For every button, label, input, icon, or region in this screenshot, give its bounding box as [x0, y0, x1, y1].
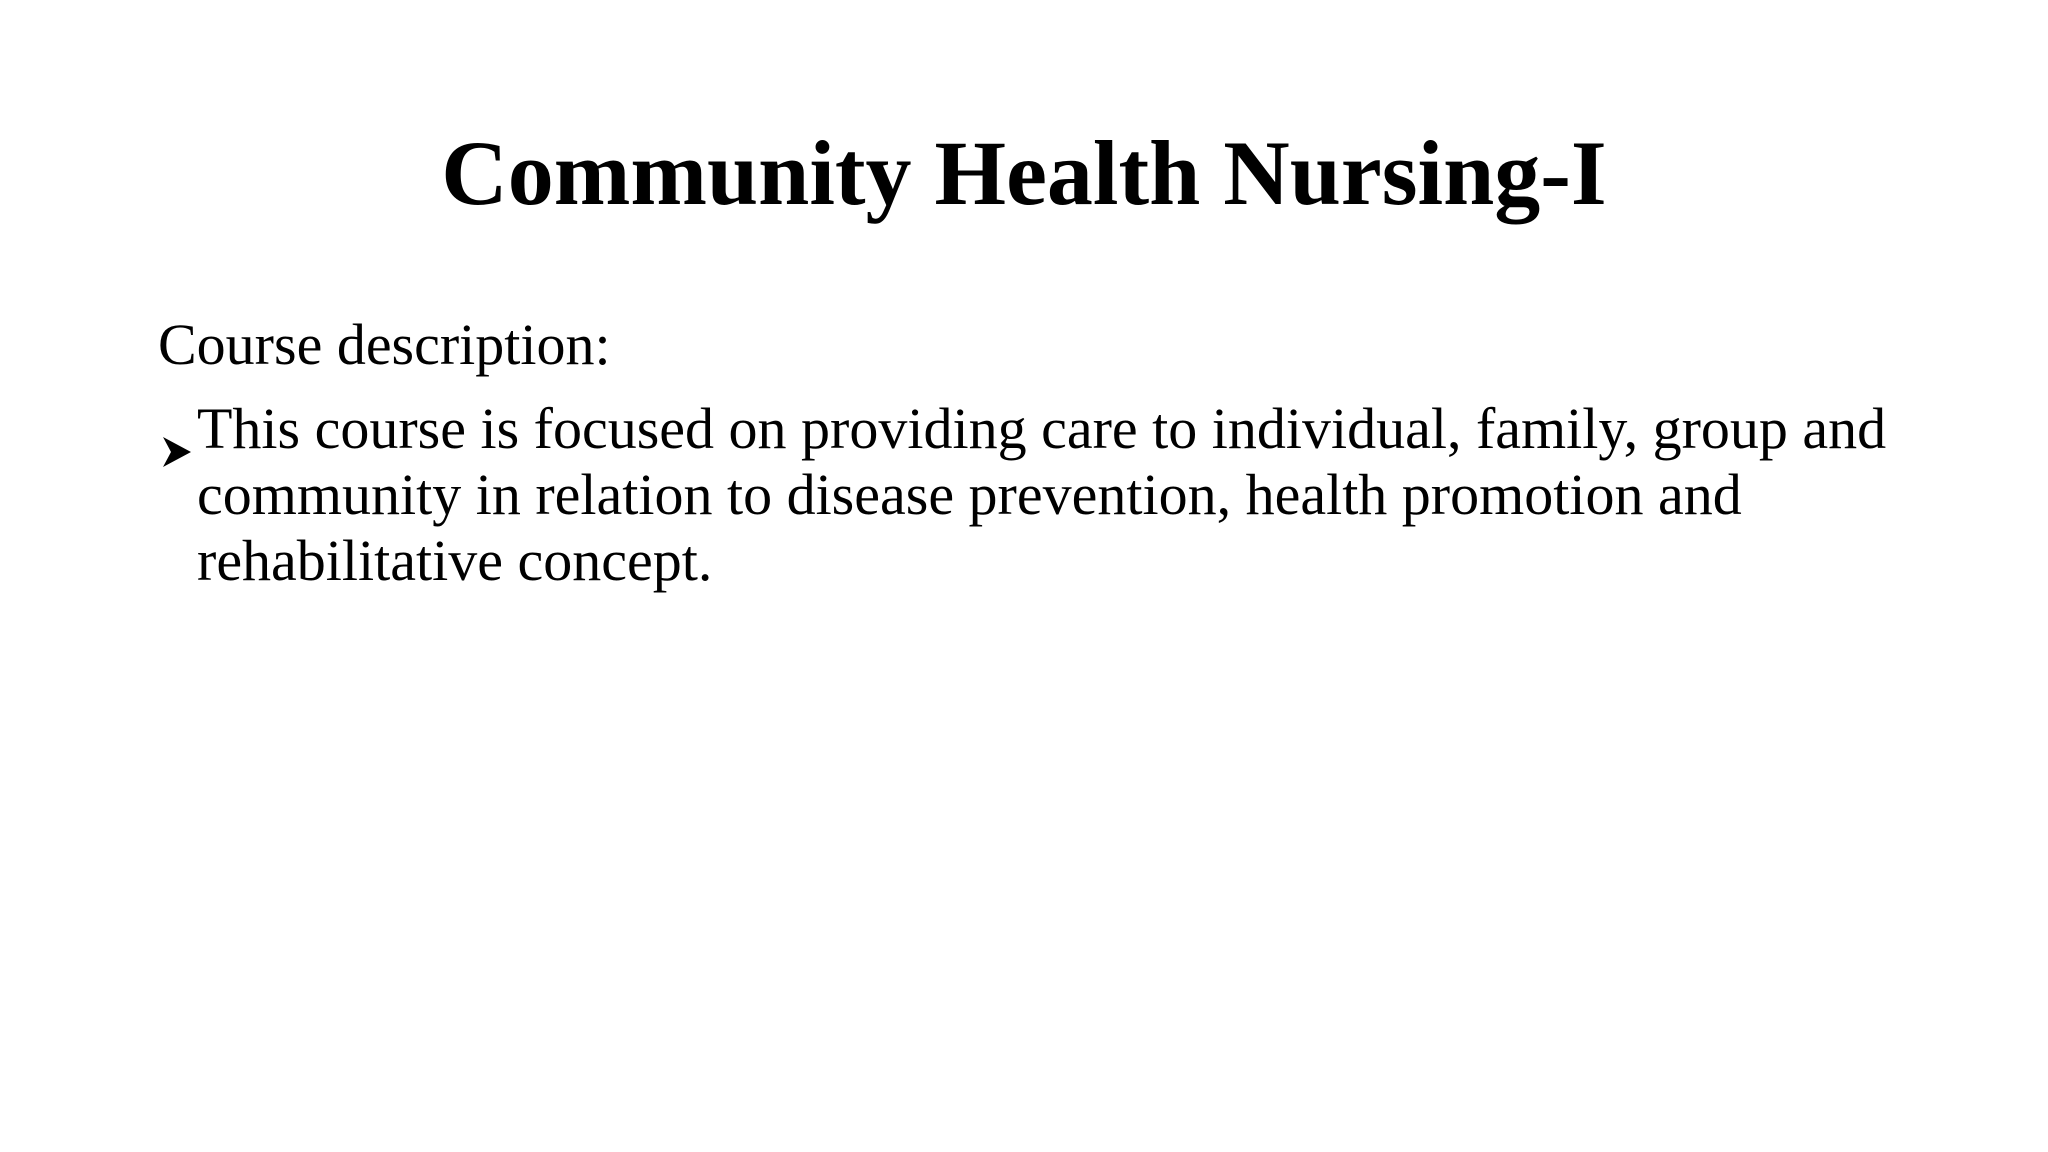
bullet-text: This course is focused on providing care to individual, family, group and community in relation to disease prevention, health promotion and rehabilitative concept. [197, 396, 1887, 593]
bullet-item [158, 396, 1918, 594]
arrowhead-bullet-icon [162, 416, 192, 448]
slide-content [158, 312, 1918, 594]
course-description-label: Course description: [158, 312, 611, 377]
slide-title: Community Health Nursing-I [441, 122, 1607, 224]
bullet-list [158, 396, 1918, 594]
